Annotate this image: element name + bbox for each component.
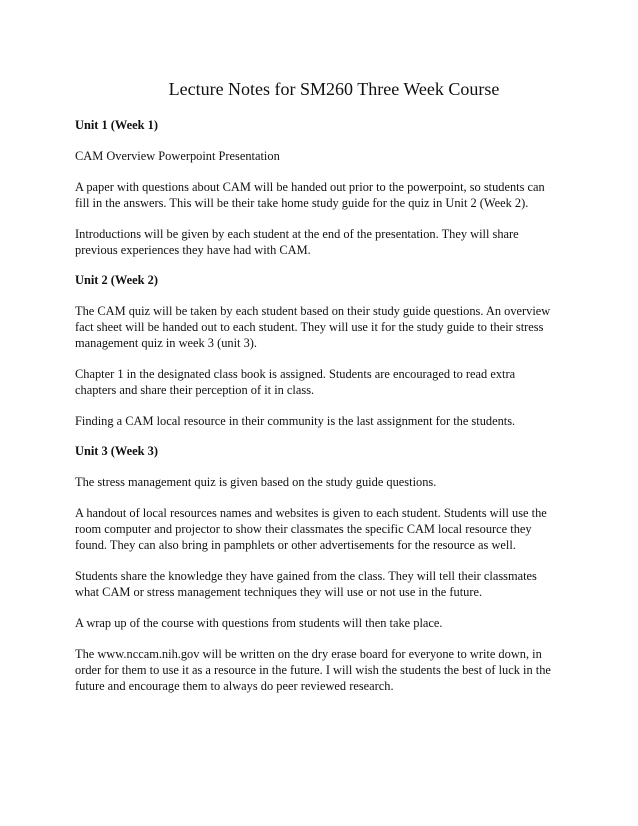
unit-3-paragraph-2: A handout of local resources names and websites is given to each student. Students will use the room computer and projector to show their classmates the specific CAM local resource they found. They can also bring in pamphlets or other advertisements for the resource as well. — [75, 506, 547, 552]
unit-3-section — [75, 444, 575, 694]
unit-2-paragraph-2: Chapter 1 in the designated class book is assigned. Students are encouraged to read extra chapters and share their perception of it in class. — [75, 367, 516, 397]
unit-3-paragraph-1: The stress management quiz is given based on the study guide questions. — [75, 475, 437, 489]
unit-1-section — [75, 118, 575, 258]
unit-3-paragraph-5: The www.nccam.nih.gov will be written on the dry erase board for everyone to write down, in order for them to use it as a resource in the future. I will wish the students the best of luck in the future and encourage them to always do peer reviewed research. — [75, 647, 551, 693]
unit-2-section — [75, 273, 575, 429]
unit-3-heading: Unit 3 (Week 3) — [75, 444, 158, 458]
unit-1-heading: Unit 1 (Week 1) — [75, 118, 158, 132]
unit-1-paragraph-1: CAM Overview Powerpoint Presentation — [75, 149, 280, 163]
document-page — [75, 78, 575, 709]
unit-1-paragraph-3: Introductions will be given by each student at the end of the presentation. They will share previous experiences they have had with CAM. — [75, 227, 519, 257]
unit-3-paragraph-3: Students share the knowledge they have gained from the class. They will tell their classmates what CAM or stress management techniques they will use or not use in the future. — [75, 569, 537, 599]
unit-2-heading: Unit 2 (Week 2) — [75, 273, 158, 287]
unit-1-paragraph-2: A paper with questions about CAM will be handed out prior to the powerpoint, so students can fill in the answers. This will be their take home study guide for the quiz in Unit 2 (Week 2). — [75, 180, 545, 210]
unit-3-paragraph-4: A wrap up of the course with questions from students will then take place. — [75, 616, 443, 630]
unit-2-paragraph-3: Finding a CAM local resource in their community is the last assignment for the students. — [75, 414, 516, 428]
document-title: Lecture Notes for SM260 Three Week Course — [168, 79, 500, 99]
unit-2-paragraph-1: The CAM quiz will be taken by each student based on their study guide questions. An overview fact sheet will be handed out to each student. They will use it for the study guide to their stress management quiz in week 3 (unit 3). — [75, 304, 551, 350]
